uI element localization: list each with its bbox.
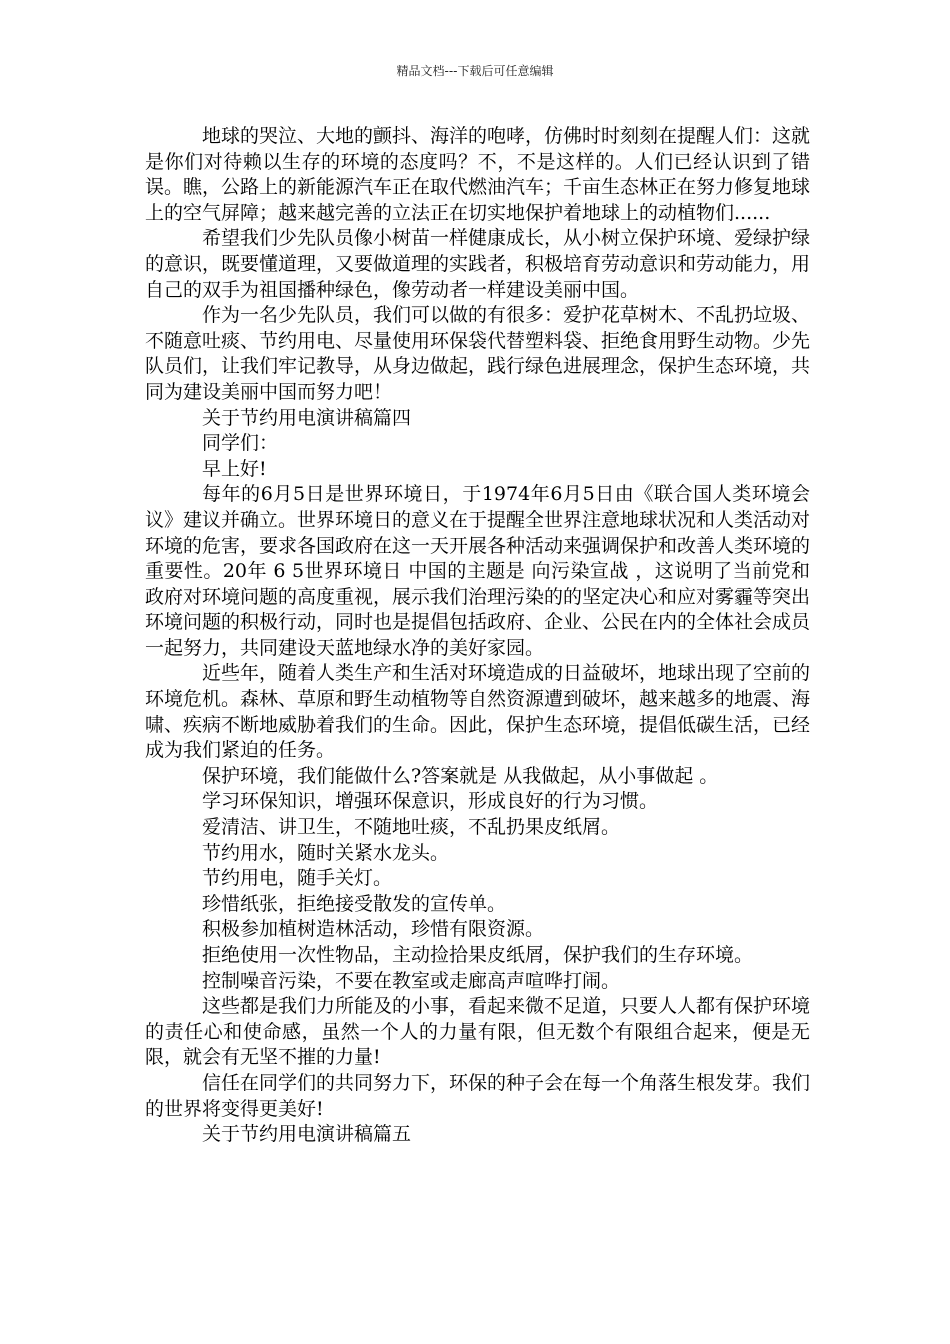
paragraph: 信任在同学们的共同努力下，环保的种子会在每一个角落生根发芽。我们的世界将变得更美好! (145, 1071, 811, 1120)
page-header: 精品文档---下载后可任意编辑 (396, 64, 554, 78)
paragraph: 作为一名少先队员，我们可以做的有很多：爱护花草树木、不乱扔垃圾、不随意吐痰、节约用电、尽量使用环保袋代替塑料袋、拒绝食用野生动物。少先队员们，让我们牢记教导，从身边做起，践行绿色进展理念，保护生态环境，共同为建设美丽中国而努力吧！ (145, 304, 811, 403)
paragraph: 保护环境，我们能做什么?答案就是 从我做起，从小事做起 。 (202, 764, 719, 787)
list-item: 珍惜纸张，拒绝接受散发的宣传单。 (202, 892, 507, 915)
list-item: 学习环保知识，增强环保意识，形成良好的行为习惯。 (202, 790, 659, 813)
paragraph: 地球的哭泣、大地的颤抖、海洋的咆哮，仿佛时时刻刻在提醒人们：这就是你们对待赖以生存的环境的态度吗？不，不是这样的。人们已经认识到了错误。瞧，公路上的新能源汽车正在取代燃油汽车；千亩生态林正在努力修复地球上的空气屏障；越来越完善的立法正在切实地保护着地球上的动植物们...... (145, 125, 811, 224)
paragraph: 希望我们少先队员像小树苗一样健康成长，从小树立保护环境、爱绿护绿的意识，既要懂道理，又要做道理的实践者，积极培育劳动意识和劳动能力，用自己的双手为祖国播种绿色，像劳动者一样建设美丽中国。 (145, 227, 811, 301)
list-item: 积极参加植树造林活动，珍惜有限资源。 (202, 918, 545, 941)
list-item: 节约用电，随手关灯。 (202, 867, 393, 890)
document-body (145, 124, 810, 1148)
paragraph: 每年的6月5日是世界环境日，于1974年6月5日由《联合国人类环境会议》建议并确立。世界环境日的意义在于提醒全世界注意地球状况和人类活动对环境的危害，要求各国政府在这一天开展各种活动来强调保护和改善人类环境的重要性。20年 6 5世界环境日 中国的主题是 向污染宣战 ，这说明了当前党和政府对环境问题的高度重视，展示我们治理污染的的坚定决心和应对雾霾等突出环境问题的积极行动，同时也是提倡包括政府、企业、公民在内的全体社会成员一起努力，共同建设天蓝地绿水净的美好家园。 (145, 483, 811, 659)
list-item: 拒绝使用一次性物品，主动捡拾果皮纸屑，保护我们的生存环境。 (202, 944, 754, 966)
paragraph: 这些都是我们力所能及的小事，看起来微不足道，只要人人都有保护环境的责任心和使命感，虽然一个人的力量有限，但无数个有限组合起来，便是无限，就会有无坚不摧的力量! (145, 995, 811, 1069)
list-item: 控制噪音污染，不要在教室或走廊高声喧哗打闹。 (202, 969, 621, 992)
paragraph: 近些年，随着人类生产和生活对环境造成的日益破坏，地球出现了空前的环境危机。森林、草原和野生动植物等自然资源遭到破坏，越来越多的地震、海啸、疾病不断地威胁着我们的生命。因此，保护生态环境，提倡低碳生活，已经成为我们紧迫的任务。 (145, 662, 811, 762)
section-heading: 关于节约用电演讲稿篇四 (202, 406, 412, 429)
greeting: 早上好! (202, 457, 267, 480)
list-item: 节约用水，随时关紧水龙头。 (202, 841, 450, 864)
salutation: 同学们： (202, 432, 279, 455)
list-item: 爱清洁、讲卫生，不随地吐痰，不乱扔果皮纸屑。 (202, 816, 621, 839)
section-heading: 关于节约用电演讲稿篇五 (202, 1123, 412, 1146)
